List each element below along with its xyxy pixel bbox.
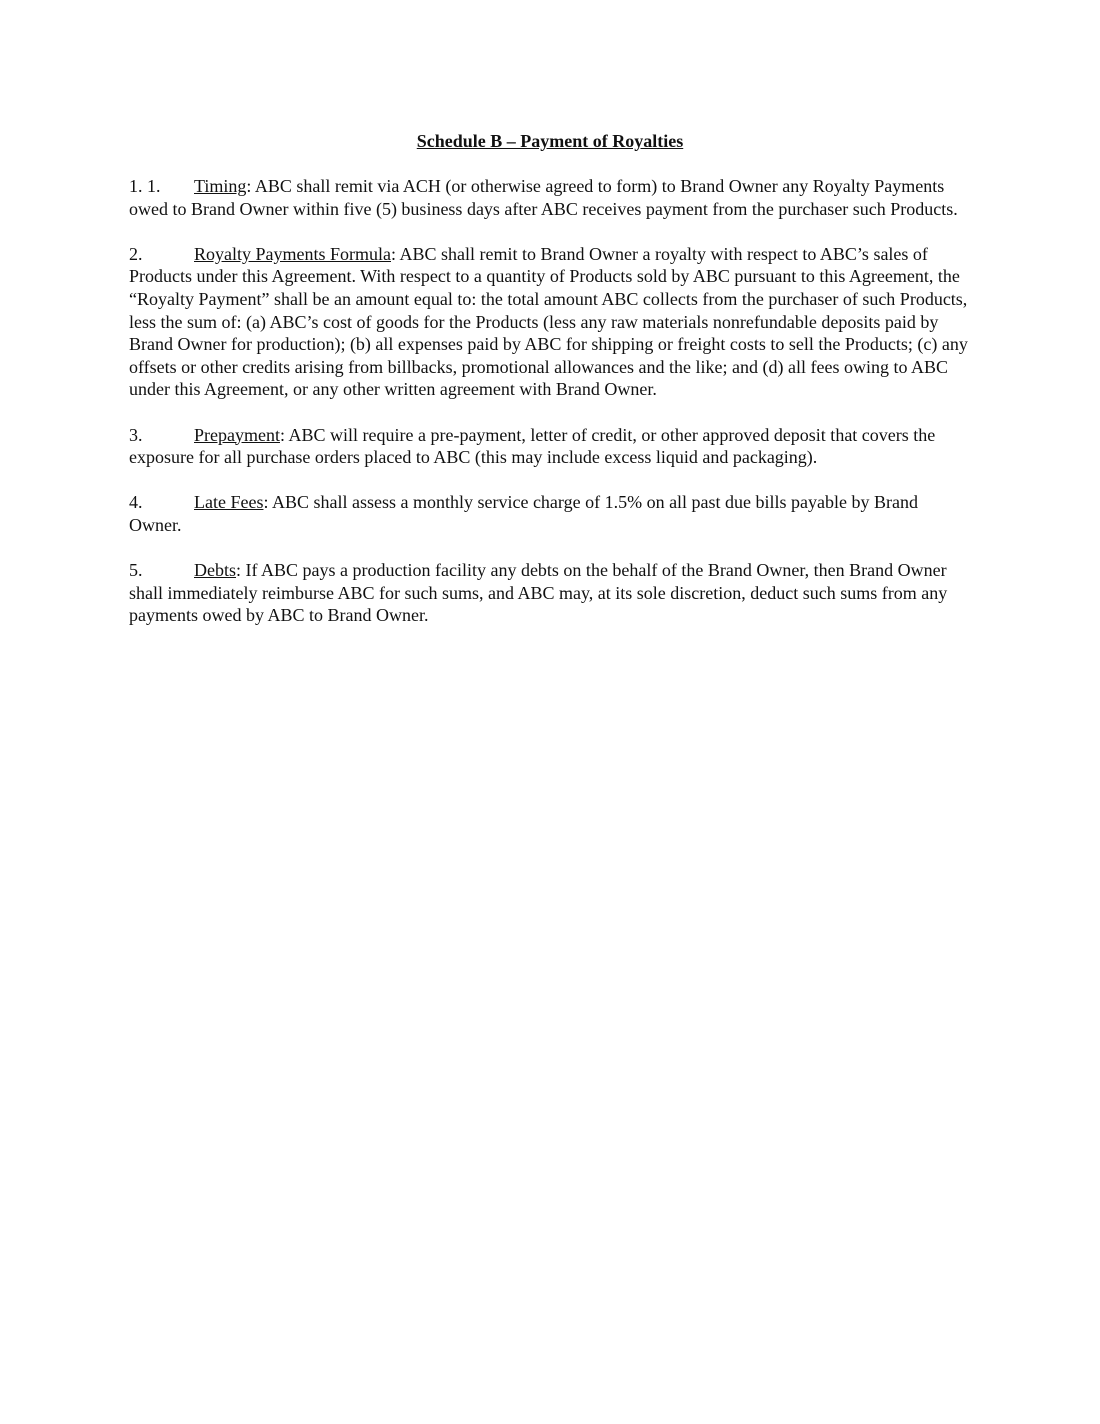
- section-text: : ABC will require a pre-payment, letter of credit, or other approved deposit that covers the exposure for all purchase orders placed to ABC (this may include excess liquid and packaging).: [129, 424, 936, 468]
- section-heading: Royalty Payments Formula: [194, 243, 391, 264]
- section-timing: [129, 175, 974, 220]
- section-number: 3.: [129, 424, 143, 445]
- section-debts: [129, 559, 974, 627]
- section-text: : If ABC pays a production facility any debts on the behalf of the Brand Owner, then Brand Owner shall immediately reimburse ABC for such sums, and ABC may, at its sole discretion, deduct such sums from any payments owed by ABC to Brand Owner.: [129, 560, 948, 626]
- section-heading: Timing: [194, 176, 247, 196]
- document-title: Schedule B – Payment of Royalties: [416, 131, 684, 151]
- section-number: 2.: [129, 243, 143, 264]
- section-number: 5.: [129, 560, 143, 581]
- section-heading: Debts: [194, 560, 236, 581]
- section-heading: Prepayment: [194, 424, 280, 445]
- section-text: : ABC shall remit to Brand Owner a royalty with respect to ABC’s sales of Products under this Agreement. With respect to a quantity of Products sold by ABC pursuant to this Agreement, the “Royalty Payment” shall be an amount equal to: the total amount ABC collects from the purchaser of such Products, less the sum of: (a) ABC’s cost of goods for the Products (less any raw materials nonrefundable deposits paid by Brand Owner for production); (b) all expenses paid by ABC for shipping or freight costs to sell the Products; (c) any offsets or other credits arising from billbacks, promotional allowances and the like; and (d) all fees owing to ABC under this Agreement, or any other written agreement with Brand Owner.: [129, 243, 968, 400]
- section-text: : ABC shall assess a monthly service charge of 1.5% on all past due bills payable by Brand Owner.: [129, 492, 919, 535]
- section-text: : ABC shall remit via ACH (or otherwise agreed to form) to Brand Owner any Royalty Payments owed to Brand Owner within five (5) business days after ABC receives payment from the purchaser such Products.: [129, 176, 958, 219]
- document-body: [129, 175, 974, 649]
- section-heading: Late Fees: [194, 492, 264, 513]
- section-late-fees: [129, 491, 974, 536]
- section-prepayment: [129, 424, 974, 469]
- section-royalty-payments-formula: [129, 243, 974, 401]
- section-number: 1. 1.: [129, 176, 161, 196]
- section-number: 4.: [129, 492, 143, 513]
